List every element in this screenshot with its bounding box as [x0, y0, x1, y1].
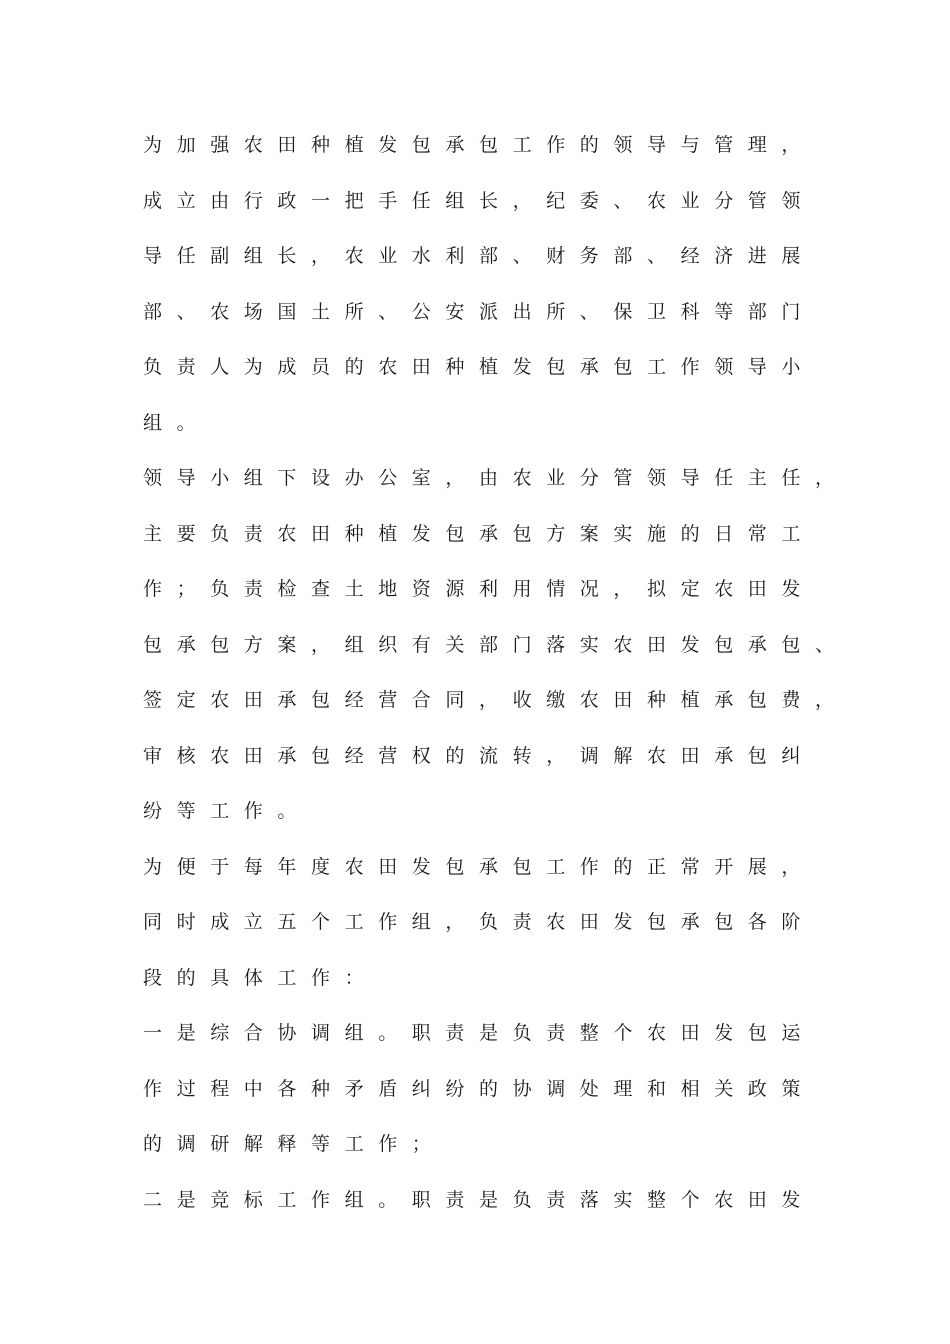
text-line: 纷等工作。	[143, 800, 312, 822]
text-line: 主要负责农田种植发包承包方案实施的日常工	[143, 522, 816, 545]
text-line: 的调研解释等工作；	[143, 1133, 446, 1155]
text-line: 为便于每年度农田发包承包工作的正常开展，	[143, 855, 816, 878]
text-line: 审核农田承包经营权的流转，调解农田承包纠	[143, 744, 816, 767]
text-line: 同时成立五个工作组，负责农田发包承包各阶	[143, 911, 816, 933]
text-line: 部、农场国土所、公安派出所、保卫科等部门	[143, 300, 816, 323]
document-body	[143, 127, 849, 1237]
text-line: 领导小组下设办公室，由农业分管领导任主任，	[143, 467, 849, 489]
text-line: 成立由行政一把手任组长，纪委、农业分管领	[143, 189, 816, 212]
text-line: 包承包方案，组织有关部门落实农田发包承包、	[143, 633, 849, 656]
text-line: 导任副组长，农业水利部、财务部、经济进展	[143, 245, 816, 267]
text-line: 段的具体工作：	[143, 966, 379, 989]
text-line: 为加强农田种植发包承包工作的领导与管理，	[143, 134, 816, 156]
text-line: 二是竞标工作组。职责是负责落实整个农田发	[143, 1188, 816, 1211]
text-line: 组。	[143, 411, 211, 434]
text-line: 作；负责检查土地资源利用情况，拟定农田发	[143, 578, 816, 600]
text-line: 作过程中各种矛盾纠纷的协调处理和相关政策	[143, 1077, 816, 1100]
text-line: 一是综合协调组。职责是负责整个农田发包运	[143, 1022, 816, 1044]
text-line: 签定农田承包经营合同，收缴农田种植承包费，	[143, 689, 849, 711]
text-line: 负责人为成员的农田种植发包承包工作领导小	[143, 356, 816, 378]
